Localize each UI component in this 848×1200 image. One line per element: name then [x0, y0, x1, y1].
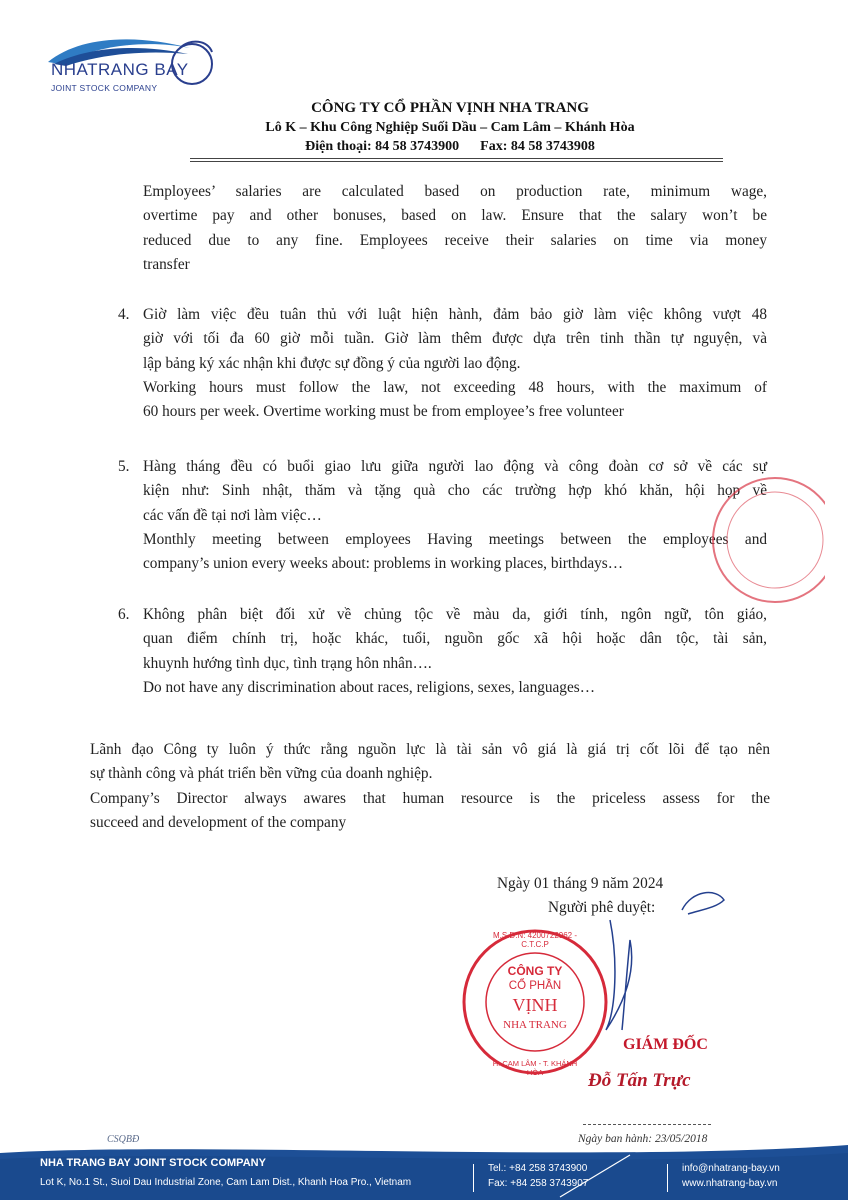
text-line: overtime pay and other bonuses, based on law. Ensure that the salary won’t be [143, 207, 767, 225]
list-number: 5. [118, 458, 130, 475]
stamp-line4: NHA TRANG [503, 1019, 567, 1031]
text-line: company’s union every weeks about: problems in working places, birthdays… [143, 555, 624, 573]
footer-fax: Fax: +84 258 3743907 [488, 1178, 589, 1189]
text-line: quan điểm chính trị, hoặc khác, tuổi, nguồn gốc xã hội hoặc dân tộc, tài sản, [143, 630, 767, 648]
footer-divider [667, 1164, 668, 1192]
logo-wordmark: NHATRANG BAY [51, 60, 189, 79]
side-seal [705, 470, 825, 610]
approver-label: Người phê duyệt: [548, 899, 656, 916]
text-line: sự thành công và phát triển bền vững của doanh nghiệp. [90, 765, 433, 783]
stamp-line3: VỊNH [512, 995, 558, 1015]
list-number: 4. [118, 306, 130, 323]
text-line: lập bảng ký xác nhận khi được sự đồng ý của người lao động. [143, 354, 521, 372]
director-title: GIÁM ĐỐC [623, 1036, 708, 1053]
footer-company: NHA TRANG BAY JOINT STOCK COMPANY [40, 1157, 266, 1169]
issue-date: Ngày ban hành: 23/05/2018 [578, 1133, 708, 1145]
director-name: Đỗ Tấn Trực [588, 1070, 691, 1091]
text-line: Lãnh đạo Công ty luôn ý thức rằng nguồn lực là tài sản vô giá là giá trị cốt lõi để tạo nên [90, 741, 770, 758]
text-line: succeed and development of the company [90, 813, 347, 831]
text-line: reduced due to any fine. Employees receive their salaries on time via money [143, 231, 767, 249]
salary-paragraph [143, 180, 767, 277]
stamp-ring-top: M.S.D.N: 4200722962 - C.T.C.P [492, 931, 578, 949]
text-line: Giờ làm việc đều tuân thủ với luật hiện hành, đảm bảo giờ làm việc không vượt 48 [143, 306, 767, 323]
logo-subtitle: JOINT STOCK COMPANY [51, 83, 158, 93]
signature-date: Ngày 01 tháng 9 năm 2024 [497, 875, 664, 892]
footer-divider [473, 1164, 474, 1192]
text-line: khuynh hướng tình dục, tình trạng hôn nhân…. [143, 654, 432, 672]
list-item [143, 603, 767, 700]
text-line: 60 hours per week. Overtime working must be from employee’s free volunteer [143, 403, 624, 421]
handwritten-signature [596, 880, 746, 1040]
text-line: Monthly meeting between employees Having meetings between the employees and [143, 530, 767, 548]
issue-divider [583, 1124, 711, 1125]
list-number: 6. [118, 606, 130, 623]
text-line: Hàng tháng đều có buổi giao lưu giữa người lao động và công đoàn cơ sở về các sự [143, 458, 767, 475]
footer-tel: Tel.: +84 258 3743900 [488, 1163, 588, 1174]
text-line: transfer [143, 255, 190, 273]
stamp-line2: CỔ PHẦN [508, 980, 562, 992]
text-line: Working hours must follow the law, not exceeding 48 hours, with the maximum of [143, 378, 767, 396]
header-rule-bottom [190, 161, 723, 162]
company-address: Lô K – Khu Công Nghiệp Suối Dầu – Cam Lâm – Khánh Hòa [265, 120, 635, 135]
footer-address: Lot K, No.1 St., Suoi Dau Industrial Zone, Cam Lam Dist., Khanh Hoa Pro., Vietnam [40, 1177, 412, 1188]
list-item [143, 455, 767, 576]
text-line: giờ với tối đa 60 giờ mỗi tuần. Giờ làm thêm được dựa trên tinh thần tự nguyện, và [143, 330, 767, 348]
footer-email: info@nhatrang-bay.vn [682, 1163, 780, 1174]
document-code: CSQBĐ [107, 1134, 140, 1145]
text-line: kiện như: Sinh nhật, thăm và tặng quà cho các trường hợp khó khăn, hội họp về [143, 482, 767, 500]
text-line: Do not have any discrimination about races, religions, sexes, languages… [143, 678, 595, 696]
company-stamp [460, 927, 610, 1077]
stamp-ring-bottom: H. CAM LÂM - T. KHÁNH HÒA [492, 1059, 578, 1077]
text-line: Employees’ salaries are calculated based on production rate, minimum wage, [143, 183, 767, 200]
company-phone-fax: Điện thoại: 84 58 3743900 Fax: 84 58 3743908 [305, 139, 595, 154]
list-item [143, 303, 767, 424]
header-rule-top [190, 158, 723, 159]
text-line: Không phân biệt đối xử về chủng tộc về màu da, giới tính, ngôn ngữ, tôn giáo, [143, 606, 767, 623]
closing-paragraph [90, 738, 770, 835]
text-line: Company’s Director always awares that human resource is the priceless assess for the [90, 789, 770, 807]
text-line: các vấn đề tại nơi làm việc… [143, 506, 322, 524]
footer-website: www.nhatrang-bay.vn [682, 1178, 778, 1189]
stamp-line1: CÔNG TY [507, 964, 563, 978]
company-name: CÔNG TY CỔ PHẦN VỊNH NHA TRANG [311, 100, 589, 116]
